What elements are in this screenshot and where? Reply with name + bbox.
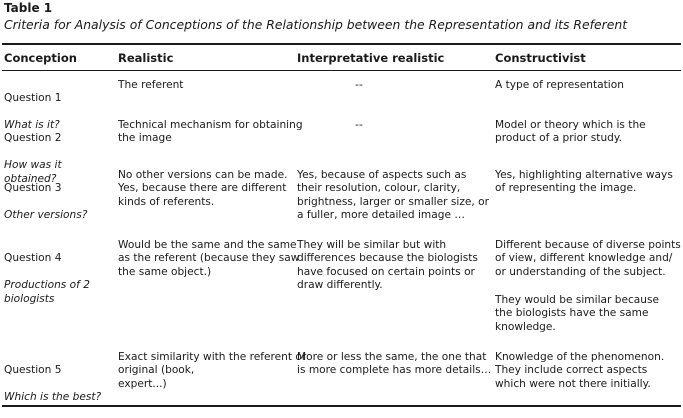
row-3-interpretative: Yes, because of aspects such as their resolution, colour, clarity, brightness, larger or smaller size, or a fuller, more detailed image …	[297, 169, 489, 222]
row-2-constructivist: Model or theory which is the product of a prior study.	[495, 119, 646, 145]
row-5-question-subtitle: Which is the best?	[4, 391, 102, 404]
row-5-question: Question 5	[4, 364, 62, 377]
row-1-question-subtitle: What is it?	[4, 119, 60, 132]
row-3-conception	[4, 169, 87, 236]
row-2-question: Question 2	[4, 132, 62, 145]
table-title: Table 1	[4, 1, 53, 15]
row-4-conception	[4, 239, 90, 319]
row-3-constructivist: Yes, highlighting alternative ways of representing the image.	[495, 169, 673, 195]
table-caption: Criteria for Analysis of Conceptions of the Relationship between the Representation and its Referent	[4, 17, 628, 32]
header-realistic: Realistic	[118, 51, 174, 65]
top-rule	[2, 43, 681, 45]
row-5-realistic: Exact similarity with the referent or original (book, expert...)	[118, 351, 307, 390]
header-interpretative-realistic: Interpretative realistic	[297, 51, 445, 65]
header-constructivist: Constructivist	[495, 51, 586, 65]
bottom-rule	[2, 405, 681, 407]
row-2-realistic: Technical mechanism for obtaining the image	[118, 119, 303, 145]
row-5-constructivist: Knowledge of the phenomenon. They include correct aspects which were not there initially.	[495, 351, 665, 390]
row-4-interpretative: They will be similar but with differences because the biologists have focused on certain points or draw differently.	[297, 239, 478, 292]
row-1-constructivist: A type of representation	[495, 79, 624, 91]
row-1-realistic: The referent	[118, 79, 184, 91]
row-3-realistic: No other versions can be made. Yes, because there are different kinds of referents.	[118, 169, 288, 208]
header-rule	[2, 70, 681, 71]
row-1-interpretative: --	[355, 79, 363, 91]
row-2-question-subtitle: How was it obtained?	[4, 159, 62, 185]
row-3-question: Question 3	[4, 182, 62, 195]
row-4-constructivist: Different because of diverse points of view, different knowledge and/ or understanding of the subject.	[495, 239, 681, 278]
row-5-interpretative: More or less the same, the one that is more complete has more details…	[297, 351, 492, 377]
row-2-interpretative: --	[355, 119, 363, 131]
row-4-question-subtitle: Productions of 2 biologists	[4, 279, 90, 305]
header-conception: Conception	[4, 51, 77, 65]
row-4-realistic: Would be the same and the same as the referent (because they saw the same object.)	[118, 239, 300, 278]
row-3-question-subtitle: Other versions?	[4, 209, 88, 222]
row-5-conception	[4, 351, 101, 418]
row-4-question: Question 4	[4, 252, 62, 265]
row-4-constructivist-second: They would be similar because the biologists have the same knowledge.	[495, 294, 660, 333]
row-1-question: Question 1	[4, 92, 62, 105]
